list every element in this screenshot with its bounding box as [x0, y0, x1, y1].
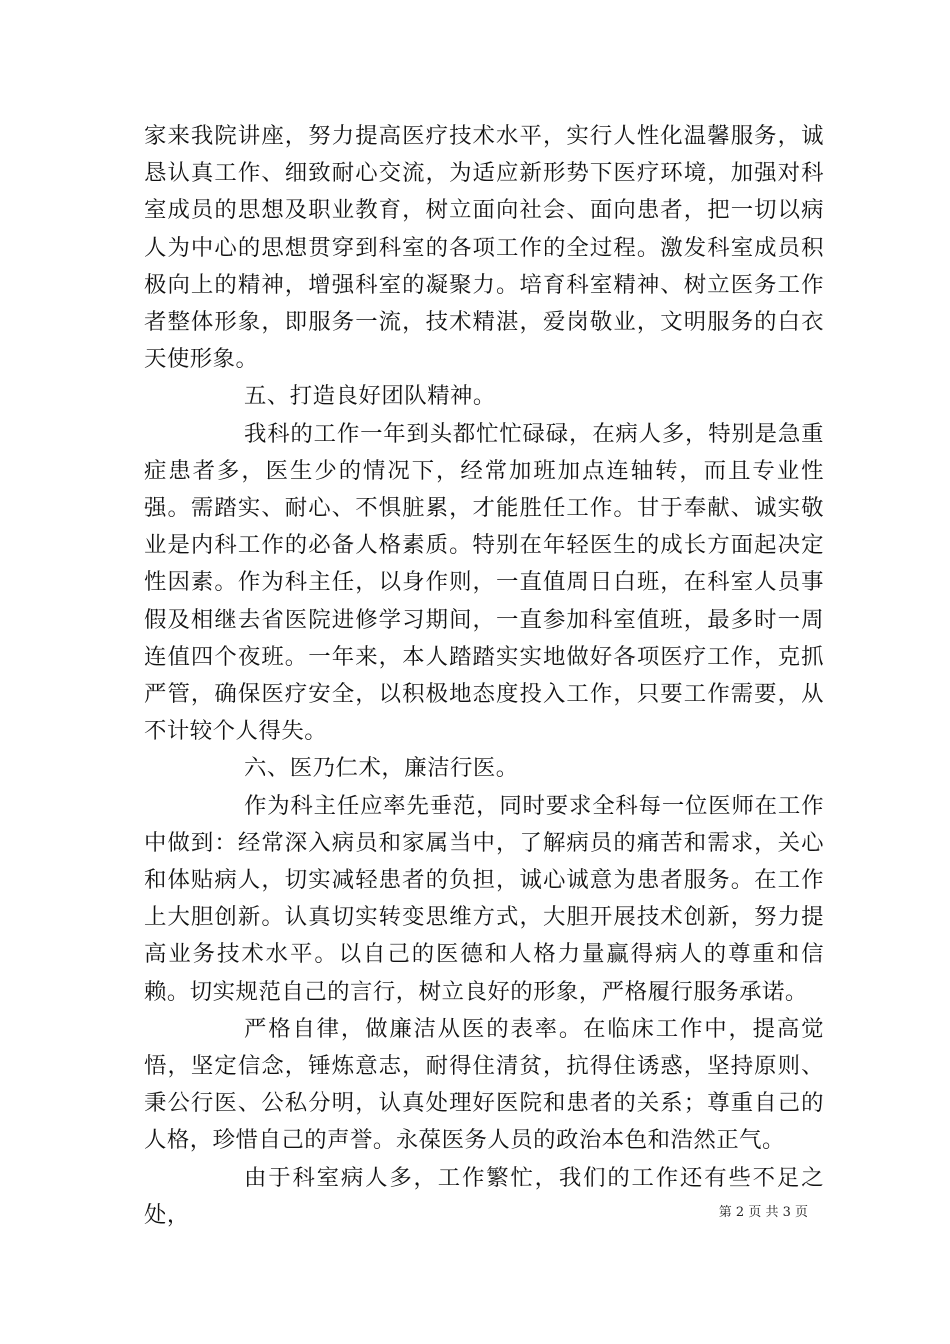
paragraph-3: 作为科主任应率先垂范，同时要求全科每一位医师在工作中做到：经常深入病员和家属当中，了解病员的痛苦和需求，关心和体贴病人，切实减轻患者的负担，诚心诚意为患者服务。在工作上大胆创新。认真切实转变思维方式，大胆开展技术创新，努力提高业务技术水平。以自己的医德和人格力量赢得病人的尊重和信赖。切实规范自己的言行，树立良好的形象，严格履行服务承诺。 — [144, 792, 824, 1005]
paragraph-1: 家来我院讲座，努力提高医疗技术水平，实行人性化温馨服务，诚恳认真工作、细致耐心交流，为适应新形势下医疗环境，加强对科室成员的思想及职业教育，树立面向社会、面向患者，把一切以病人为中心的思想贯穿到科室的各项工作的全过程。激发科室成员积极向上的精神，增强科室的凝聚力。培育科室精神、树立医务工作者整体形象，即服务一流，技术精湛，爱岗敬业，文明服务的白衣天使形象。 — [144, 123, 824, 373]
paragraph-4: 严格自律，做廉洁从医的表率。在临床工作中，提高觉悟，坚定信念，锤炼意志，耐得住清贫，抗得住诱惑，坚持原则、秉公行医、公私分明，认真处理好医院和患者的关系；尊重自己的人格，珍惜自己的声誉。永葆医务人员的政治本色和浩然正气。 — [144, 1015, 824, 1154]
section-heading-5: 五、打造良好团队精神。 — [244, 383, 496, 410]
page-number-footer: 第 2 页 共 3 页 — [718, 1205, 808, 1220]
document-body — [144, 118, 824, 1234]
paragraph-2: 我科的工作一年到头都忙忙碌碌，在病人多，特别是急重症患者多，医生少的情况下，经常加班加点连轴转，而且专业性强。需踏实、耐心、不惧脏累，才能胜任工作。甘于奉献、诚实敬业是内科工作的必备人格素质。特别在年轻医生的成长方面起决定性因素。作为科主任，以身作则，一直值周日白班，在科室人员事假及相继去省医院进修学习期间，一直参加科室值班，最多时一周连值四个夜班。一年来，本人踏踏实实地做好各项医疗工作，克抓严管，确保医疗安全，以积极地态度投入工作，只要工作需要，从不计较个人得失。 — [144, 420, 824, 745]
section-heading-6: 六、医乃仁术，廉洁行医。 — [244, 755, 519, 782]
paragraph-5: 由于科室病人多，工作繁忙，我们的工作还有些不足之处， — [144, 1164, 824, 1228]
